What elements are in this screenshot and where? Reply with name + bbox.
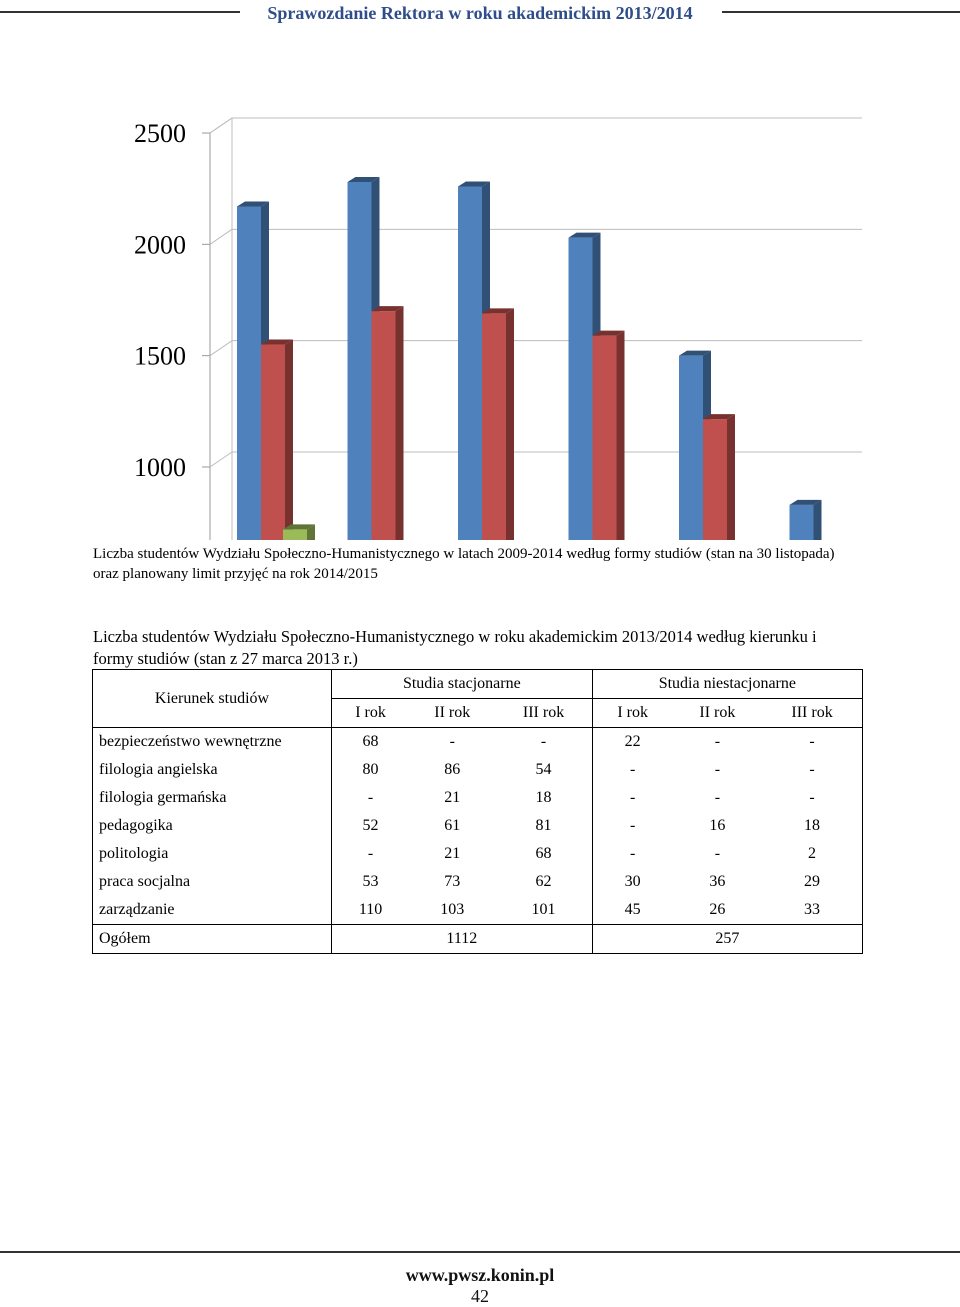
bar bbox=[482, 313, 506, 540]
year-header: II rok bbox=[409, 699, 495, 728]
table-cell: 101 bbox=[531, 901, 556, 918]
table-cell: - bbox=[762, 728, 862, 757]
table-cell: 80 bbox=[332, 756, 410, 784]
bar-side bbox=[506, 308, 514, 540]
table-cell: - bbox=[592, 840, 672, 868]
bar bbox=[372, 311, 396, 540]
table-cell: - bbox=[332, 840, 410, 868]
table-cell: 86 bbox=[444, 761, 461, 778]
table-row bbox=[93, 756, 863, 784]
bar bbox=[261, 345, 285, 540]
bar-side bbox=[396, 306, 404, 540]
row-kierunek: bezpieczeństwo wewnętrzne bbox=[93, 728, 332, 757]
gridline bbox=[210, 341, 232, 356]
bar bbox=[593, 336, 617, 540]
table-cell: 52 bbox=[332, 812, 410, 840]
bar-side bbox=[727, 414, 735, 540]
table-cell: 21 bbox=[444, 789, 461, 806]
table-cell: - bbox=[592, 756, 672, 784]
table-cell: 21 bbox=[444, 845, 461, 862]
table-row bbox=[93, 784, 863, 812]
table-cell: - bbox=[449, 733, 455, 750]
table-cell: 22 bbox=[592, 728, 672, 757]
y-tick-label: 2000 bbox=[134, 230, 186, 260]
footer-rule bbox=[0, 1251, 960, 1253]
row-kierunek: pedagogika bbox=[93, 812, 332, 840]
table-row bbox=[93, 896, 863, 925]
page-number: 42 bbox=[471, 1286, 489, 1306]
table-cell: 18 bbox=[762, 812, 862, 840]
table-cell: 68 bbox=[332, 728, 410, 757]
year-header: III rok bbox=[495, 699, 592, 728]
table-cell: 2 bbox=[762, 840, 862, 868]
y-tick-label: 2500 bbox=[134, 119, 186, 148]
bar bbox=[458, 186, 482, 540]
table-cell: - bbox=[592, 784, 672, 812]
gridline bbox=[210, 452, 232, 467]
total-row bbox=[93, 925, 863, 954]
table-cell: 30 bbox=[592, 868, 672, 896]
table-cell: 53 bbox=[332, 868, 410, 896]
table-cell: 54 bbox=[535, 761, 552, 778]
table-cell: - bbox=[762, 756, 862, 784]
table-row bbox=[93, 728, 863, 757]
row-kierunek: zarządzanie bbox=[93, 896, 332, 925]
students-bar-chart bbox=[0, 90, 960, 540]
y-tick-label: 1000 bbox=[134, 453, 186, 482]
table-cell: - bbox=[332, 784, 410, 812]
gridline bbox=[210, 229, 232, 244]
bar-side bbox=[617, 331, 625, 540]
table-cell: 29 bbox=[762, 868, 862, 896]
bar bbox=[703, 419, 727, 540]
table-row bbox=[93, 812, 863, 840]
table-cell: 103 bbox=[440, 901, 465, 918]
table-cell: 36 bbox=[709, 873, 726, 890]
total-niestacjonarne: 257 bbox=[592, 925, 862, 954]
table-row bbox=[93, 868, 863, 896]
header-kierunek: Kierunek studiów bbox=[93, 670, 332, 728]
table-cell: 61 bbox=[444, 817, 461, 834]
year-header: III rok bbox=[762, 699, 862, 728]
table-cell: 33 bbox=[762, 896, 862, 925]
table-cell: 68 bbox=[535, 845, 552, 862]
students-table bbox=[92, 669, 863, 954]
bar bbox=[679, 356, 703, 540]
year-header: I rok bbox=[332, 699, 410, 728]
gridline bbox=[210, 118, 232, 133]
row-kierunek: politologia bbox=[93, 840, 332, 868]
table-caption: Liczba studentów Wydziału Społeczno-Humanistycznego w roku akademickim 2013/2014 według kierunku i formy studiów (stan z 27 marca 2013 r.) bbox=[93, 627, 817, 668]
header-niestacjonarne: Studia niestacjonarne bbox=[592, 670, 862, 699]
y-tick-label: 1500 bbox=[134, 341, 186, 371]
bar bbox=[348, 182, 372, 540]
table-row bbox=[93, 840, 863, 868]
table-cell: 73 bbox=[444, 873, 461, 890]
table-body bbox=[93, 728, 863, 925]
table-cell: 45 bbox=[592, 896, 672, 925]
chart-caption: Liczba studentów Wydziału Społeczno-Humanistycznego w latach 2009-2014 według formy studiów (stan na 30 listopada) oraz planowany limit przyjęć na rok 2014/2015 bbox=[93, 546, 835, 582]
table-cell: 18 bbox=[535, 789, 552, 806]
header-stacjonarne: Studia stacjonarne bbox=[332, 670, 593, 699]
table-cell: 26 bbox=[709, 901, 726, 918]
total-stacjonarne: 1112 bbox=[332, 925, 593, 954]
table-cell: - bbox=[714, 733, 721, 750]
bar bbox=[569, 238, 593, 540]
row-kierunek: filologia angielska bbox=[93, 756, 332, 784]
table-cell: 81 bbox=[535, 817, 552, 834]
table-cell: 110 bbox=[332, 896, 410, 925]
bar-side bbox=[814, 500, 822, 540]
year-header: I rok bbox=[592, 699, 672, 728]
table-cell: - bbox=[762, 784, 862, 812]
table-cell: - bbox=[714, 789, 721, 806]
row-kierunek: praca socjalna bbox=[93, 868, 332, 896]
total-label: Ogółem bbox=[93, 925, 332, 954]
row-kierunek: filologia germańska bbox=[93, 784, 332, 812]
year-header: II rok bbox=[673, 699, 762, 728]
table-cell: - bbox=[592, 812, 672, 840]
header-title: Sprawozdanie Rektora w roku akademickim 2013/2014 bbox=[253, 3, 706, 23]
page-header bbox=[0, 2, 960, 24]
table-cell: 16 bbox=[709, 817, 726, 834]
bar bbox=[283, 529, 307, 540]
bar-side bbox=[285, 340, 293, 540]
bar bbox=[237, 206, 261, 540]
table-cell: - bbox=[714, 845, 721, 862]
footer-url: www.pwsz.konin.pl bbox=[405, 1265, 555, 1285]
table-cell: - bbox=[714, 761, 721, 778]
table-cell: - bbox=[540, 733, 547, 750]
table-cell: 62 bbox=[535, 873, 552, 890]
bar bbox=[790, 505, 814, 540]
